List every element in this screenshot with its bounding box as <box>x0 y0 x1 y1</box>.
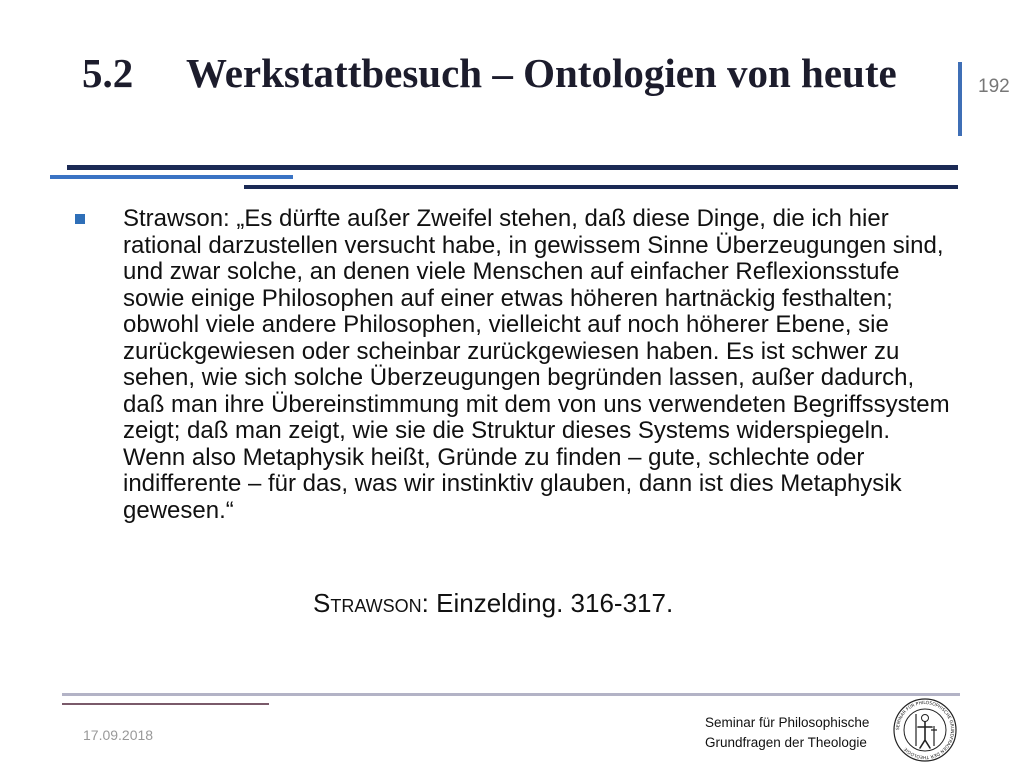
institution-line-1: Seminar für Philosophische <box>705 715 870 730</box>
footer-date: 17.09.2018 <box>83 727 154 743</box>
citation-author: Strawson <box>313 588 422 618</box>
page-number: 192 <box>978 76 1010 97</box>
header-rule-top <box>67 165 958 170</box>
seal-logo-icon <box>892 696 958 764</box>
footer-institution <box>705 713 885 753</box>
footer-accent-rule <box>62 703 269 705</box>
bullet-square-icon <box>75 214 85 224</box>
footer-rule <box>62 693 960 696</box>
header-rule-accent <box>50 175 293 179</box>
institution-line-2: Grundfragen der Theologie <box>705 735 867 750</box>
seal-text: SEMINAR FÜR PHILOSOPHISCHE GRUNDFRAGEN DER THEOLOGIE <box>895 700 955 760</box>
slide-title <box>82 50 942 97</box>
title-number: 5.2 <box>82 50 134 96</box>
header-rule-bottom <box>244 185 958 189</box>
citation <box>313 588 673 619</box>
title-text: Werkstattbesuch – Ontologien von heute <box>186 50 897 96</box>
page-number-bar <box>958 62 962 136</box>
citation-source: : Einzelding. 316-317. <box>421 588 674 618</box>
quote-text: Strawson: „Es dürfte außer Zweifel stehen, daß diese Dinge, die ich hier rational darzustellen versucht habe, in gewissem Sinne Überzeugungen sind, und zwar solche, an denen viele Menschen auf einfacher Reflexionsstufe sowie einige Philosophen auf einer etwas höheren hartnäckig festhalten; obwohl viele andere Philosophen, vielleicht auf noch höherer Ebene, sie zurückgewiesen oder scheinbar zurückgewiesen haben. Es ist schwer zu sehen, wie sich solche Überzeugungen begründen lassen, außer dadurch, daß man ihre Übereinstimmung mit dem von uns verwendeten Begriffssystem zeigt; daß man zeigt, wie sie die Struktur dieses Systems widerspiegeln. Wenn also Metaphysik heißt, Gründe zu finden – gute, schlechte oder indifferente – für das, was wir instinktiv glauben, dann ist dies Metaphysik gewesen.“ <box>123 205 950 524</box>
